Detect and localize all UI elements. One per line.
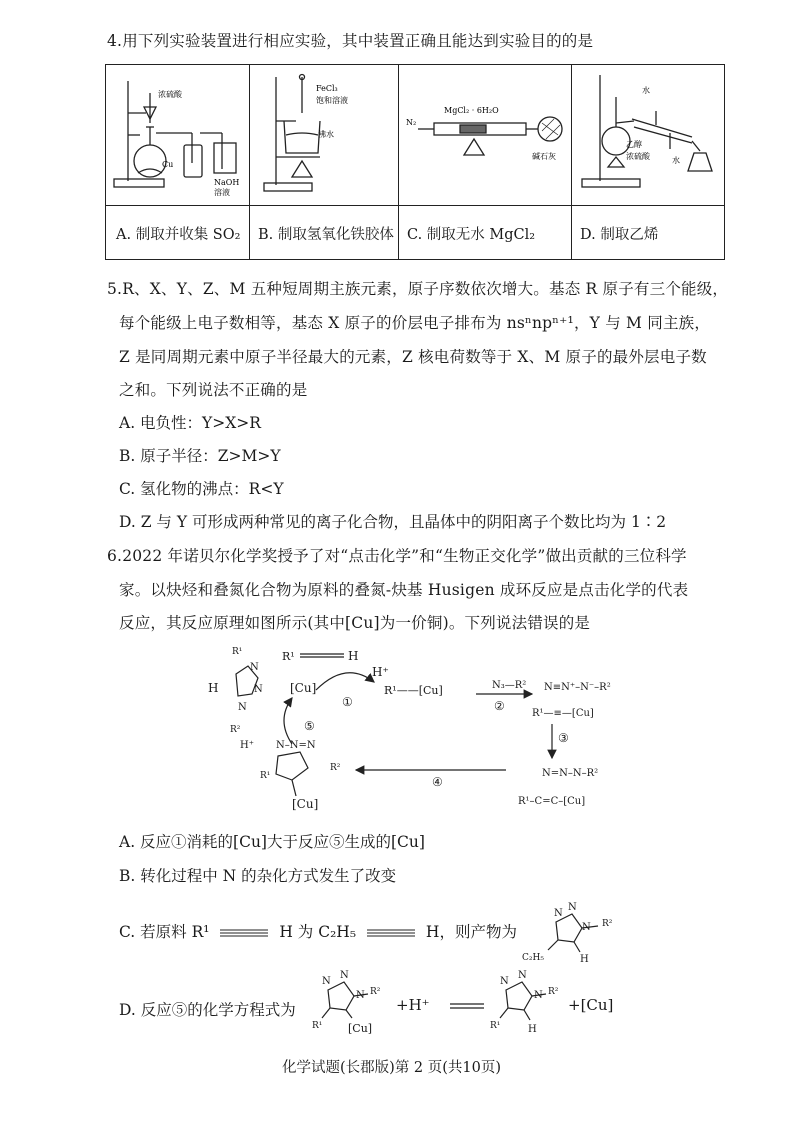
apparatus-a-drawing — [110, 73, 246, 199]
caption-d[interactable]: D. 制取乙烯 — [580, 227, 659, 243]
cycle-r1-top: R¹ — [232, 647, 243, 657]
label-soda-lime: 碱石灰 — [532, 152, 556, 161]
c-n1: N — [554, 908, 563, 919]
caption-b[interactable]: B. 制取氢氧化铁胶体 — [258, 227, 394, 243]
q6-option-c-prefix: C. 若原料 R¹ — [119, 923, 210, 941]
c-n3: N — [582, 922, 591, 933]
cycle-hprime: H⁺ — [240, 740, 254, 751]
cycle-reactant: R¹ — [282, 650, 295, 663]
label-mgcl2: MgCl₂ · 6H₂O — [444, 106, 499, 115]
q5-option-b[interactable]: B. 原子半径：Z>M>Y — [119, 447, 281, 465]
d-n3: N — [356, 990, 365, 1001]
option-d-equation — [300, 968, 640, 1040]
label-ethanol: 乙醇 — [626, 140, 642, 149]
cycle-azide-charged: N≡N⁺–N⁻–R² — [544, 682, 611, 693]
q4-stem: 4.用下列实验装置进行相应实验，其中装置正确且能达到实验目的的是 — [107, 32, 594, 50]
c-ethyl: C₂H₅ — [522, 953, 544, 963]
d-r2-right: R² — [548, 987, 559, 997]
q6-option-d-prefix[interactable]: D. 反应⑤的化学方程式为 — [119, 1001, 296, 1019]
apparatus-d-drawing — [576, 71, 722, 199]
q6-line-3: 反应，其反应原理如图所示(其中[Cu]为一价铜)。下列说法错误的是 — [119, 614, 591, 632]
q5-option-c[interactable]: C. 氢化物的沸点：R<Y — [119, 480, 284, 498]
cycle-intermediate-1: R¹——[Cu] — [384, 684, 443, 697]
label-saturated: 饱和溶液 — [316, 96, 348, 105]
q5-option-d[interactable]: D. Z 与 Y 可形成两种常见的离子化合物，且晶体中的阴阳离子个数比均为 1∶2 — [119, 513, 667, 531]
apparatus-b-drawing — [256, 73, 396, 199]
label-solution: 溶液 — [214, 188, 230, 197]
d-r2-left: R² — [370, 987, 381, 997]
q5-option-a[interactable]: A. 电负性：Y>X>R — [119, 414, 261, 432]
cycle-triazolyl-n: N–N=N — [276, 740, 316, 751]
d-n5: N — [518, 970, 527, 981]
cycle-metallacycle-top: N=N–N–R² — [542, 768, 599, 779]
label-water-in: 水 — [642, 86, 650, 95]
cycle-step-3: ③ — [558, 731, 569, 745]
q6-option-b[interactable]: B. 转化过程中 N 的杂化方式发生了改变 — [119, 867, 397, 885]
cycle-hplus: H⁺ — [372, 665, 389, 679]
cycle-metallacycle-bottom: R¹–C=C–[Cu] — [518, 796, 586, 807]
option-c-product-structure — [520, 896, 640, 966]
label-conc-h2so4: 浓硫酸 — [158, 90, 182, 99]
q5-line-1: 5.R、X、Y、Z、M 五种短周期主族元素，原子序数依次增大。基态 R 原子有三个能级， — [107, 280, 729, 298]
cycle-r2-left: R² — [230, 725, 241, 735]
cycle-cu-center: [Cu] — [290, 681, 317, 695]
d-n1: N — [322, 976, 331, 987]
catalytic-cycle-diagram — [196, 640, 636, 820]
cycle-cu-bottom: [Cu] — [292, 797, 319, 811]
d-n6: N — [534, 990, 543, 1001]
cycle-reactant-h: H — [348, 649, 359, 663]
cycle-alkynyl-cu: R¹—≡—[Cu] — [532, 708, 594, 719]
label-water-out: 水 — [672, 156, 680, 165]
apparatus-c-drawing — [404, 95, 568, 195]
d-cu-left: [Cu] — [348, 1022, 373, 1035]
caption-c[interactable]: C. 制取无水 MgCl₂ — [407, 227, 536, 243]
q6-line-2: 家。以炔烃和叠氮化合物为原料的叠氮-炔基 Husigen 成环反应是点击化学的代表 — [119, 581, 689, 599]
d-h-right: H — [528, 1024, 537, 1035]
apparatus-table — [105, 64, 725, 260]
cycle-r2-bottom: R² — [330, 763, 341, 773]
label-conc-acid: 浓硫酸 — [626, 152, 650, 161]
page-footer: 化学试题(长郡版)第 2 页(共10页) — [282, 1060, 502, 1076]
cycle-n1: N — [250, 662, 259, 673]
triple-bond-icon — [361, 928, 421, 938]
d-n4: N — [500, 976, 509, 987]
q6-option-c[interactable] — [119, 922, 517, 942]
q5-line-3: Z 是同周期元素中原子半径最大的元素，Z 核电荷数等于 X、M 原子的最外层电子数 — [119, 348, 707, 366]
q6-line-1: 6.2022 年诺贝尔化学奖授予了对“点击化学”和“生物正交化学”做出贡献的三位科学 — [107, 547, 687, 565]
cycle-n2: N — [254, 684, 263, 695]
cycle-step-2: ② — [494, 699, 505, 713]
d-r1-left: R¹ — [312, 1021, 323, 1031]
q5-line-4: 之和。下列说法不正确的是 — [119, 381, 308, 399]
cycle-step-4: ④ — [432, 775, 443, 789]
caption-a[interactable]: A. 制取并收集 SO₂ — [116, 227, 241, 243]
c-h: H — [580, 954, 589, 965]
c-n2: N — [568, 902, 577, 913]
c-r2: R² — [602, 919, 613, 929]
q6-option-c-mid1: H 为 C₂H₅ — [279, 923, 357, 941]
triple-bond-icon — [214, 928, 274, 938]
d-plus-cu: +[Cu] — [568, 996, 614, 1014]
cycle-n3: N — [238, 702, 247, 713]
cycle-r1-bottom: R¹ — [260, 771, 271, 781]
label-naoh: NaOH — [214, 178, 240, 187]
cycle-step-5: ⑤ — [304, 719, 315, 733]
d-r1-right: R¹ — [490, 1021, 501, 1031]
label-fecl3: FeCl₃ — [316, 84, 338, 93]
d-n2: N — [340, 970, 349, 981]
cycle-azide: N₃—R² — [492, 680, 527, 691]
d-plus-hplus: +H⁺ — [396, 996, 430, 1014]
label-n2: N₂ — [406, 118, 417, 127]
q5-line-2: 每个能级上电子数相等，基态 X 原子的价层电子排布为 nsⁿnpⁿ⁺¹，Y 与 M 同主族， — [119, 314, 711, 332]
cycle-step-1: ① — [342, 695, 353, 709]
cycle-h-left: H — [208, 681, 219, 695]
label-cu: Cu — [162, 160, 174, 169]
q6-option-a[interactable]: A. 反应①消耗的[Cu]大于反应⑤生成的[Cu] — [119, 833, 425, 851]
q6-option-c-mid2: H，则产物为 — [425, 923, 517, 941]
label-boiling-water: 沸水 — [318, 130, 334, 139]
